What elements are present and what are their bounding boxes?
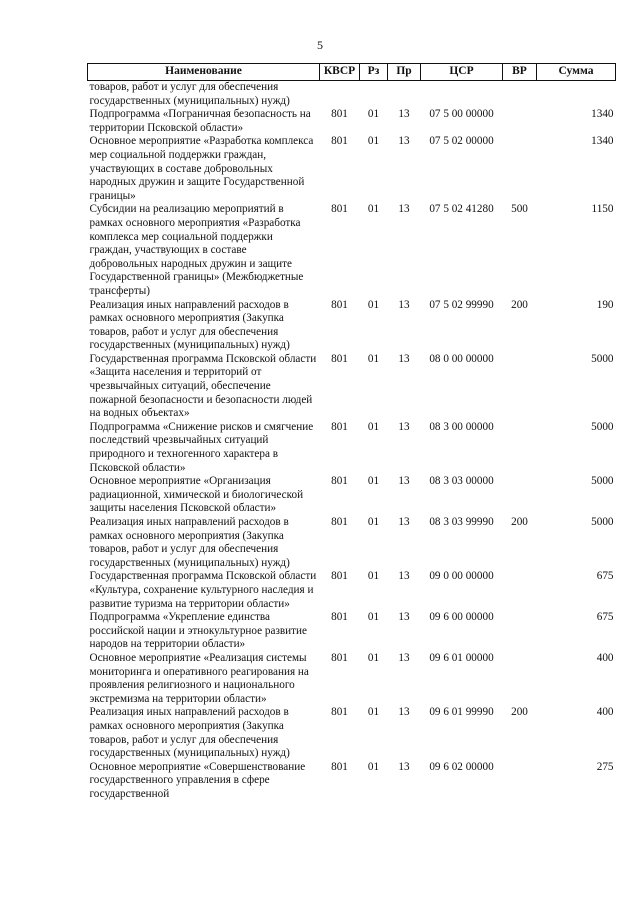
row-name-cell: Основное мероприятие «Разработка комплекса мер социальной поддержки граждан, участвующих в составе добровольных народных дружин и защите Государственной границы» (89, 135, 314, 202)
row-name-cell: Реализация иных направлений расходов в рамках основного мероприятия (Закупка товаров, работ и услуг для обеспечения государственных (муниципальных) нужд) (89, 298, 290, 352)
table-row (88, 570, 616, 611)
row-vr-cell (503, 570, 537, 611)
table-row (88, 421, 616, 475)
row-vr-cell (503, 421, 537, 475)
row-vr-cell (503, 135, 537, 203)
row-pr-cell: 13 (398, 108, 410, 121)
row-kvsr-cell: 801 (331, 760, 348, 773)
row-csr-cell (421, 81, 503, 109)
table-row (88, 761, 616, 802)
row-name-cell: Основное мероприятие «Совершенствование государственного управления в сфере государственной (89, 760, 306, 800)
row-name-cell: Государственная программа Псковской области «Защита населения и территорий от чрезвычайных ситуаций, обеспечение пожарной безопасности и безопасности людей на водных объектах» (89, 352, 317, 420)
row-sum-cell: 275 (596, 760, 614, 773)
row-rz-cell: 01 (367, 352, 380, 365)
row-kvsr-cell: 801 (331, 651, 348, 664)
row-csr-cell: 08 0 00 00000 (429, 352, 494, 365)
row-pr-cell: 13 (398, 651, 410, 664)
row-pr-cell: 13 (398, 706, 410, 719)
row-name-cell: Государственная программа Псковской области «Культура, сохранение культурного наследия и развитие туризма на территории области» (89, 570, 317, 610)
table-header (88, 64, 616, 81)
row-kvsr-cell: 801 (331, 135, 348, 148)
header-csr: ЦСР (421, 64, 503, 81)
row-pr-cell: 13 (398, 298, 410, 311)
budget-table (87, 63, 616, 801)
row-csr-cell: 07 5 00 00000 (429, 108, 494, 121)
page-number: 5 (317, 38, 323, 52)
table-row (88, 135, 616, 203)
row-rz-cell: 01 (367, 475, 380, 488)
row-rz-cell: 01 (367, 516, 380, 528)
row-kvsr-cell: 801 (331, 475, 348, 488)
row-kvsr-cell: 801 (331, 108, 348, 121)
table-row (88, 299, 616, 353)
header-vr: ВР (503, 64, 537, 81)
row-sum-cell: 5000 (591, 475, 614, 488)
row-rz-cell: 01 (367, 108, 380, 121)
row-vr-cell: 200 (511, 516, 528, 528)
row-kvsr-cell: 801 (331, 611, 348, 624)
table-row (88, 81, 616, 109)
table-row (88, 652, 616, 706)
row-rz-cell: 01 (367, 203, 380, 216)
row-vr-cell (503, 353, 537, 421)
row-csr-cell: 08 3 00 00000 (429, 420, 494, 433)
row-pr-cell: 13 (398, 516, 410, 528)
table-row (88, 516, 616, 570)
row-vr-cell: 500 (511, 203, 528, 216)
row-kvsr-cell (320, 81, 360, 109)
row-rz-cell: 01 (367, 570, 380, 583)
row-vr-cell (503, 108, 537, 135)
row-rz-cell: 01 (367, 135, 380, 148)
row-sum-cell: 675 (596, 570, 614, 583)
row-vr-cell (503, 475, 537, 516)
row-sum-cell: 400 (596, 651, 614, 664)
row-sum-cell: 5000 (591, 516, 614, 528)
row-pr-cell: 13 (398, 570, 410, 583)
row-sum-cell: 675 (596, 611, 614, 624)
row-pr-cell: 13 (398, 420, 410, 433)
row-sum-cell: 1340 (591, 108, 614, 121)
row-kvsr-cell: 801 (331, 298, 348, 311)
row-kvsr-cell: 801 (331, 352, 348, 365)
table-row (88, 353, 616, 421)
row-vr-cell (503, 652, 537, 706)
row-sum-cell: 190 (596, 298, 614, 311)
row-kvsr-cell: 801 (331, 420, 348, 433)
row-name-cell: Основное мероприятие «Организация радиационной, химической и биологической защиты населения Псковской области» (89, 475, 304, 515)
row-sum-cell: 5000 (591, 420, 614, 433)
row-name-cell: Реализация иных направлений расходов в рамках основного мероприятия (Закупка товаров, работ и услуг для обеспечения государственных (муниципальных) нужд) (89, 706, 290, 760)
row-kvsr-cell: 801 (331, 706, 348, 719)
row-kvsr-cell: 801 (331, 203, 348, 216)
row-pr-cell (388, 81, 421, 109)
row-csr-cell: 09 0 00 00000 (429, 570, 494, 583)
row-pr-cell: 13 (398, 203, 410, 216)
header-rz: Рз (360, 64, 388, 81)
table-row (88, 108, 616, 135)
row-kvsr-cell: 801 (331, 516, 348, 528)
row-rz-cell: 01 (367, 420, 380, 433)
table-row (88, 706, 616, 760)
row-vr-cell: 200 (511, 298, 528, 311)
row-name-cell: Субсидии на реализацию мероприятий в рамках основного мероприятия «Разработка комплекса мер социальной поддержки граждан, участвующих в составе добровольных народных дружин и защите Государственной границы» (Межбюджетные трансферты) (89, 203, 304, 297)
row-rz-cell (360, 81, 388, 109)
row-csr-cell: 07 5 02 99990 (429, 298, 494, 311)
row-rz-cell: 01 (367, 298, 380, 311)
row-rz-cell: 01 (367, 760, 380, 773)
header-kvsr: КВСР (320, 64, 360, 81)
row-csr-cell: 09 6 01 00000 (429, 651, 494, 664)
row-kvsr-cell: 801 (331, 570, 348, 583)
row-rz-cell: 01 (367, 611, 380, 624)
row-vr-cell (503, 761, 537, 802)
table-body (88, 81, 616, 802)
row-csr-cell: 08 3 03 99990 (429, 516, 494, 528)
row-csr-cell: 09 6 00 00000 (429, 611, 494, 624)
row-rz-cell: 01 (367, 651, 380, 664)
row-vr-cell: 200 (511, 706, 528, 719)
row-sum-cell: 5000 (591, 352, 614, 365)
row-csr-cell: 09 6 01 99990 (429, 706, 494, 719)
header-pr: Пр (388, 64, 421, 81)
header-sum: Сумма (537, 64, 616, 81)
row-sum-cell: 1340 (591, 135, 614, 148)
row-name-cell: Реализация иных направлений расходов в рамках основного мероприятия (Закупка товаров, работ и услуг для обеспечения государственных (муниципальных) нужд) (89, 516, 290, 569)
row-pr-cell: 13 (398, 760, 410, 773)
row-vr-cell (503, 611, 537, 652)
row-rz-cell: 01 (367, 706, 380, 719)
row-csr-cell: 09 6 02 00000 (429, 760, 494, 773)
table-row (88, 475, 616, 516)
row-csr-cell: 08 3 03 00000 (429, 475, 494, 488)
header-name: Наименование (88, 64, 320, 81)
row-name-cell: Основное мероприятие «Реализация системы мониторинга и оперативного реагирования на проявления религиозного и национального экстремизма на территории области» (89, 651, 309, 705)
row-sum-cell (537, 81, 616, 109)
row-pr-cell: 13 (398, 135, 410, 148)
row-pr-cell: 13 (398, 352, 410, 365)
row-pr-cell: 13 (398, 611, 410, 624)
table-row (88, 611, 616, 652)
row-name-cell: Подпрограмма «Снижение рисков и смягчение последствий чрезвычайных ситуаций природного и техногенного характера в Псковской области» (89, 420, 314, 474)
row-name-cell: товаров, работ и услуг для обеспечения государственных (муниципальных) нужд) (89, 81, 290, 107)
table-row (88, 203, 616, 298)
row-name-cell: Подпрограмма «Пограничная безопасность на территории Псковской области» (89, 108, 311, 134)
row-sum-cell: 400 (596, 706, 614, 719)
row-csr-cell: 07 5 02 00000 (429, 135, 494, 148)
row-vr-cell (503, 81, 537, 109)
row-sum-cell: 1150 (591, 203, 614, 216)
header-row (88, 64, 616, 81)
row-csr-cell: 07 5 02 41280 (429, 203, 494, 216)
row-name-cell: Подпрограмма «Укрепление единства российской нации и этнокультурное развитие народов на территории области» (89, 611, 307, 651)
row-pr-cell: 13 (398, 475, 410, 488)
